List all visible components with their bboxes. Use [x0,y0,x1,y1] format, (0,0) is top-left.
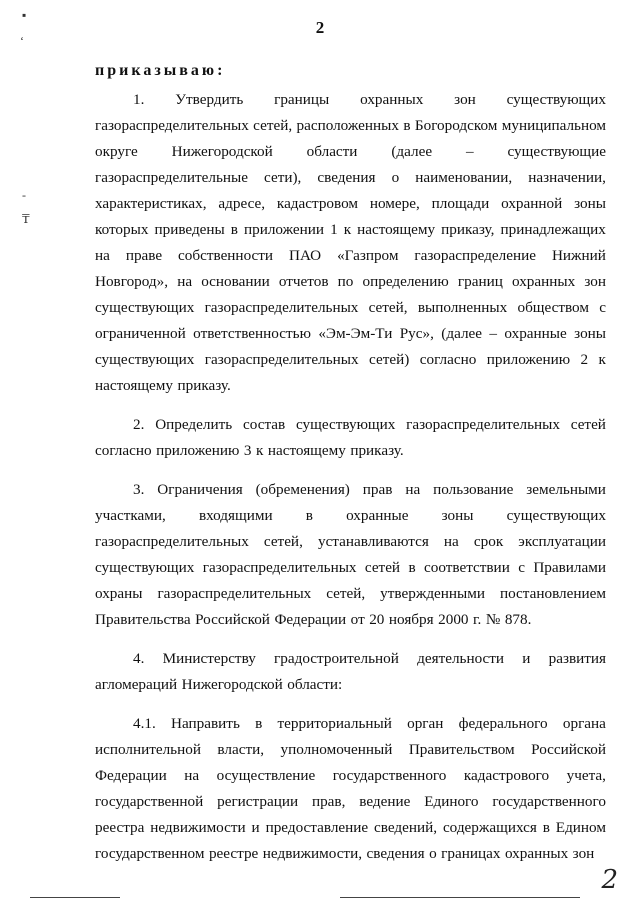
word: 4. [133,650,145,667]
word: в [542,819,550,836]
word: кадастрового [463,767,550,784]
word: Федерации [95,767,167,784]
text-line [95,789,606,815]
word: (обременения) [255,481,350,498]
word: содержащихся [442,819,537,836]
word: Российской [531,741,606,758]
text-line [95,815,606,841]
text-line [95,503,606,529]
text-line [95,269,606,295]
word: г. [473,611,482,628]
word: охранной [501,195,563,212]
word: № [485,611,501,628]
text-line [95,165,606,191]
word: эксплуатации [518,533,606,550]
word: регистрации [217,793,299,810]
word: и [251,819,260,836]
word: существующих [296,416,396,433]
word: соответствии [424,559,510,576]
text-line [95,529,606,555]
word: настоящему [267,442,346,459]
paragraph [95,711,606,867]
word: недвижимости, [262,845,362,862]
word: Правительства [95,611,191,628]
scan-line [30,897,120,898]
word: приложению [486,351,571,368]
word: учета, [566,767,606,784]
word: Министерству [162,650,256,667]
word: сети), [264,169,302,186]
word: Едином [555,819,606,836]
text-line [95,295,606,321]
word: отчетов [278,273,329,290]
word: и [522,650,531,667]
word: охраны [95,585,143,602]
word: границ [457,273,503,290]
word: характеристиках, [95,195,207,212]
text-line [95,555,606,581]
text-line [95,438,606,464]
word: существующих [95,299,195,316]
word: настоящему [357,221,436,238]
word: реестра [95,819,145,836]
text-line [95,191,606,217]
word: ведение [359,793,411,810]
word: охранных [512,273,576,290]
word: согласно [419,351,477,368]
word: приложению [156,442,240,459]
handwritten-page-mark: 2 [601,865,618,895]
text-line [95,217,606,243]
word: на [405,481,421,498]
word: федерального [458,715,548,732]
word: государственной [95,793,204,810]
word: состав [242,416,286,433]
word: в [403,117,411,134]
word: «Газпром [337,247,399,264]
text-line [95,321,606,347]
text-line [95,347,606,373]
word: территориальный [277,715,392,732]
word: охранных [504,845,569,862]
word: Новгород», [95,273,169,290]
word: приказу. [350,442,404,459]
word: от [350,611,365,628]
word: срок [473,533,504,550]
word: границы [274,91,330,108]
word: определению [362,273,449,290]
word: приказу, [441,221,495,238]
word: газораспределительные [95,169,248,186]
word: газораспределительных [204,351,359,368]
text-line [95,646,606,672]
word: сетей [364,559,401,576]
scan-mark: ₸ [22,212,30,226]
word: Нижегородской [181,676,283,693]
word: газораспределительных [95,533,249,550]
word: адресе, [218,195,266,212]
word: Нижегородской [171,143,273,160]
text-line [95,477,606,503]
word: сетей, [263,533,303,550]
word: органа [562,715,606,732]
scan-mark: ▪ [22,8,27,22]
text-line [95,607,606,633]
word: пользование [433,481,514,498]
word: газораспределительных [95,117,249,134]
heading: приказываю: [95,62,226,79]
word: к [343,221,352,238]
word: муниципальном [501,117,606,134]
word: 4.1. [133,715,156,732]
text-line [95,737,606,763]
word: с [599,299,606,316]
word: 3 [243,442,252,459]
word: градостроительной [274,650,399,667]
text-line [95,87,606,113]
word: – [489,325,498,342]
word: охранные [504,325,567,342]
word: участками, [95,507,166,524]
word: настоящему [95,377,173,394]
word: согласно [95,442,152,459]
word: в [230,221,238,238]
word: выполненных [417,299,508,316]
word: зон [584,273,606,290]
word: Рус», [399,325,434,342]
word: Богородском [414,117,498,134]
word: к [598,351,606,368]
word: 1. [133,91,145,108]
text-line [95,412,606,438]
word: власти, [217,741,265,758]
word: реестре [208,845,259,862]
word: государственного [492,793,606,810]
word: государственном [95,845,205,862]
word: прав [362,481,393,498]
word: в [305,507,313,524]
word: Направить [171,715,240,732]
word: кадастровом [276,195,359,212]
word: земельными [526,481,606,498]
document-body [95,87,606,880]
word: существующих [95,351,195,368]
word: 878. [504,611,532,628]
word: государственного [332,767,447,784]
word: на [443,533,459,550]
word: на [184,767,200,784]
word: газораспределение [414,247,536,264]
paragraph [95,412,606,464]
word: Определить [155,416,233,433]
word: исполнительной [95,741,201,758]
word: Федерации [274,611,347,628]
word: области: [287,676,343,693]
word: сетей) [369,351,410,368]
word: о [429,845,437,862]
word: 2000 [438,611,469,628]
word: ноября [388,611,434,628]
scan-mark: - [22,188,26,202]
text-line [95,763,606,789]
word: газораспределительных [204,299,359,316]
word: приведены [154,221,225,238]
text-line [95,113,606,139]
text-line [95,711,606,737]
word: существующих [506,91,606,108]
text-line [95,139,606,165]
word: 3. [133,481,145,498]
word: собственности [178,247,274,264]
word: на [177,273,193,290]
word: праве [125,247,163,264]
word: округе [95,143,138,160]
word: – [466,143,474,160]
word: газораспределительных [406,416,560,433]
word: зон [454,91,476,108]
word: Утвердить [175,91,244,108]
word: в [408,559,416,576]
word: охранных [360,91,424,108]
word: сетей, [253,117,293,134]
text-line [95,841,606,867]
word: предоставление [265,819,369,836]
text-line [95,243,606,269]
page-number: 2 [315,18,325,37]
word: основании [201,273,270,290]
word: зон [572,845,595,862]
word: зоны [441,507,474,524]
word: границах [441,845,501,862]
word: ПАО [288,247,322,264]
word: существующие [507,143,606,160]
word: по [337,273,354,290]
word: сетей [570,416,606,433]
word: Ограничения [157,481,243,498]
word: 2. [133,416,145,433]
word: Единого [424,793,479,810]
word: охранные [346,507,409,524]
word: входящими [198,507,273,524]
word: принадлежащих [500,221,606,238]
word: утвержденными [380,585,485,602]
word: агломераций [95,676,178,693]
word: наименовании, [415,169,513,186]
word: приложении [243,221,325,238]
word: «Эм-Эм-Ти [318,325,393,342]
scan-line [340,897,580,898]
word: прав, [311,793,346,810]
word: расположенных [296,117,399,134]
word: с [518,559,525,576]
word: 2 [580,351,589,368]
word: в [255,715,263,732]
word: уполномоченный [280,741,393,758]
scan-mark: ʻ [20,34,24,48]
word: устанавливаются [317,533,429,550]
word: сетей, [326,585,366,602]
word: зоны [574,325,606,342]
word: (далее [391,143,433,160]
word: сетей, [368,299,408,316]
word: осуществление [216,767,316,784]
word: сведения [317,169,376,186]
word: 1 [330,221,338,238]
word: ответственностью [193,325,311,342]
word: газораспределительных [157,585,312,602]
word: газораспределительных [202,559,357,576]
word: 20 [369,611,385,628]
word: номере, [369,195,420,212]
paragraph [95,87,606,399]
word: к [255,442,264,459]
word: области [306,143,358,160]
word: на [95,247,110,264]
word: Правительством [408,741,515,758]
paragraph [95,477,606,633]
word: недвижимости [150,819,246,836]
word: приказу. [177,377,231,394]
word: сведений, [374,819,438,836]
word: зоны [574,195,606,212]
word: Нижний [551,247,606,264]
text-line [95,672,606,698]
text-line [95,581,606,607]
text-line [95,373,606,399]
word: орган [407,715,444,732]
word: Российской [195,611,270,628]
word: существующих [95,559,195,576]
word: существующих [506,507,606,524]
word: площади [431,195,490,212]
word: о [391,169,400,186]
word: (далее [441,325,483,342]
word: развития [548,650,606,667]
word: деятельности [417,650,505,667]
word: обществом [517,299,589,316]
word: которых [95,221,149,238]
word: постановлением [499,585,606,602]
word: ограниченной [95,325,186,342]
paragraph [95,646,606,698]
word: назначении, [528,169,606,186]
word: Правилами [533,559,606,576]
word: сведения [366,845,425,862]
